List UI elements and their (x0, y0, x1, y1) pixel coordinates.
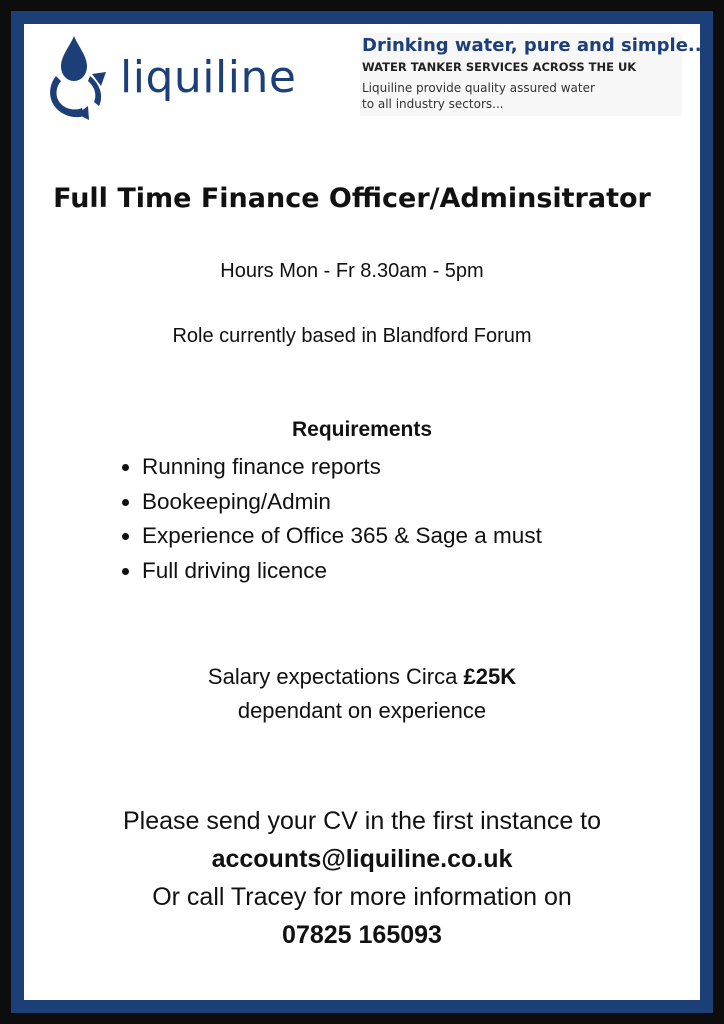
requirement-item: Full driving licence (142, 554, 542, 589)
salary-amount: £25K (463, 664, 517, 689)
job-title: Full Time Finance Officer/Adminsitrator (53, 183, 651, 214)
requirement-item: Experience of Office 365 & Sage a must (142, 519, 542, 554)
brand-logo (44, 34, 304, 120)
tagline-description (362, 80, 682, 112)
tagline-headline: Drinking water, pure and simple.. (362, 35, 702, 56)
contact-email[interactable]: accounts@liquiline.co.uk (211, 845, 513, 873)
contact-phone[interactable]: 07825 165093 (282, 921, 442, 949)
requirements-heading: Requirements (291, 418, 433, 441)
requirement-item: Bookeeping/Admin (142, 485, 542, 520)
contact-line1: Please send your CV in the first instance to (122, 807, 602, 835)
job-location: Role currently based in Blandford Forum (172, 325, 532, 347)
salary-line (0, 660, 724, 694)
tagline-description-line1: Liquiline provide quality assured water (362, 81, 595, 95)
salary-prefix: Salary expectations Circa (207, 664, 458, 689)
requirement-item: Running finance reports (142, 450, 542, 485)
tagline-description-line2: to all industry sectors... (362, 97, 504, 111)
water-drop-recycle-icon (44, 34, 112, 120)
requirements-list (142, 450, 542, 588)
job-hours: Hours Mon - Fr 8.30am - 5pm (220, 260, 484, 282)
salary-block (0, 660, 724, 728)
brand-name: liquiline (120, 52, 297, 103)
tagline-block (360, 33, 702, 116)
contact-line2: Or call Tracey for more information on (152, 883, 572, 911)
contact-block (0, 802, 724, 954)
tagline-services: WATER TANKER SERVICES ACROSS THE UK (362, 60, 637, 74)
salary-note: dependant on experience (237, 698, 487, 723)
